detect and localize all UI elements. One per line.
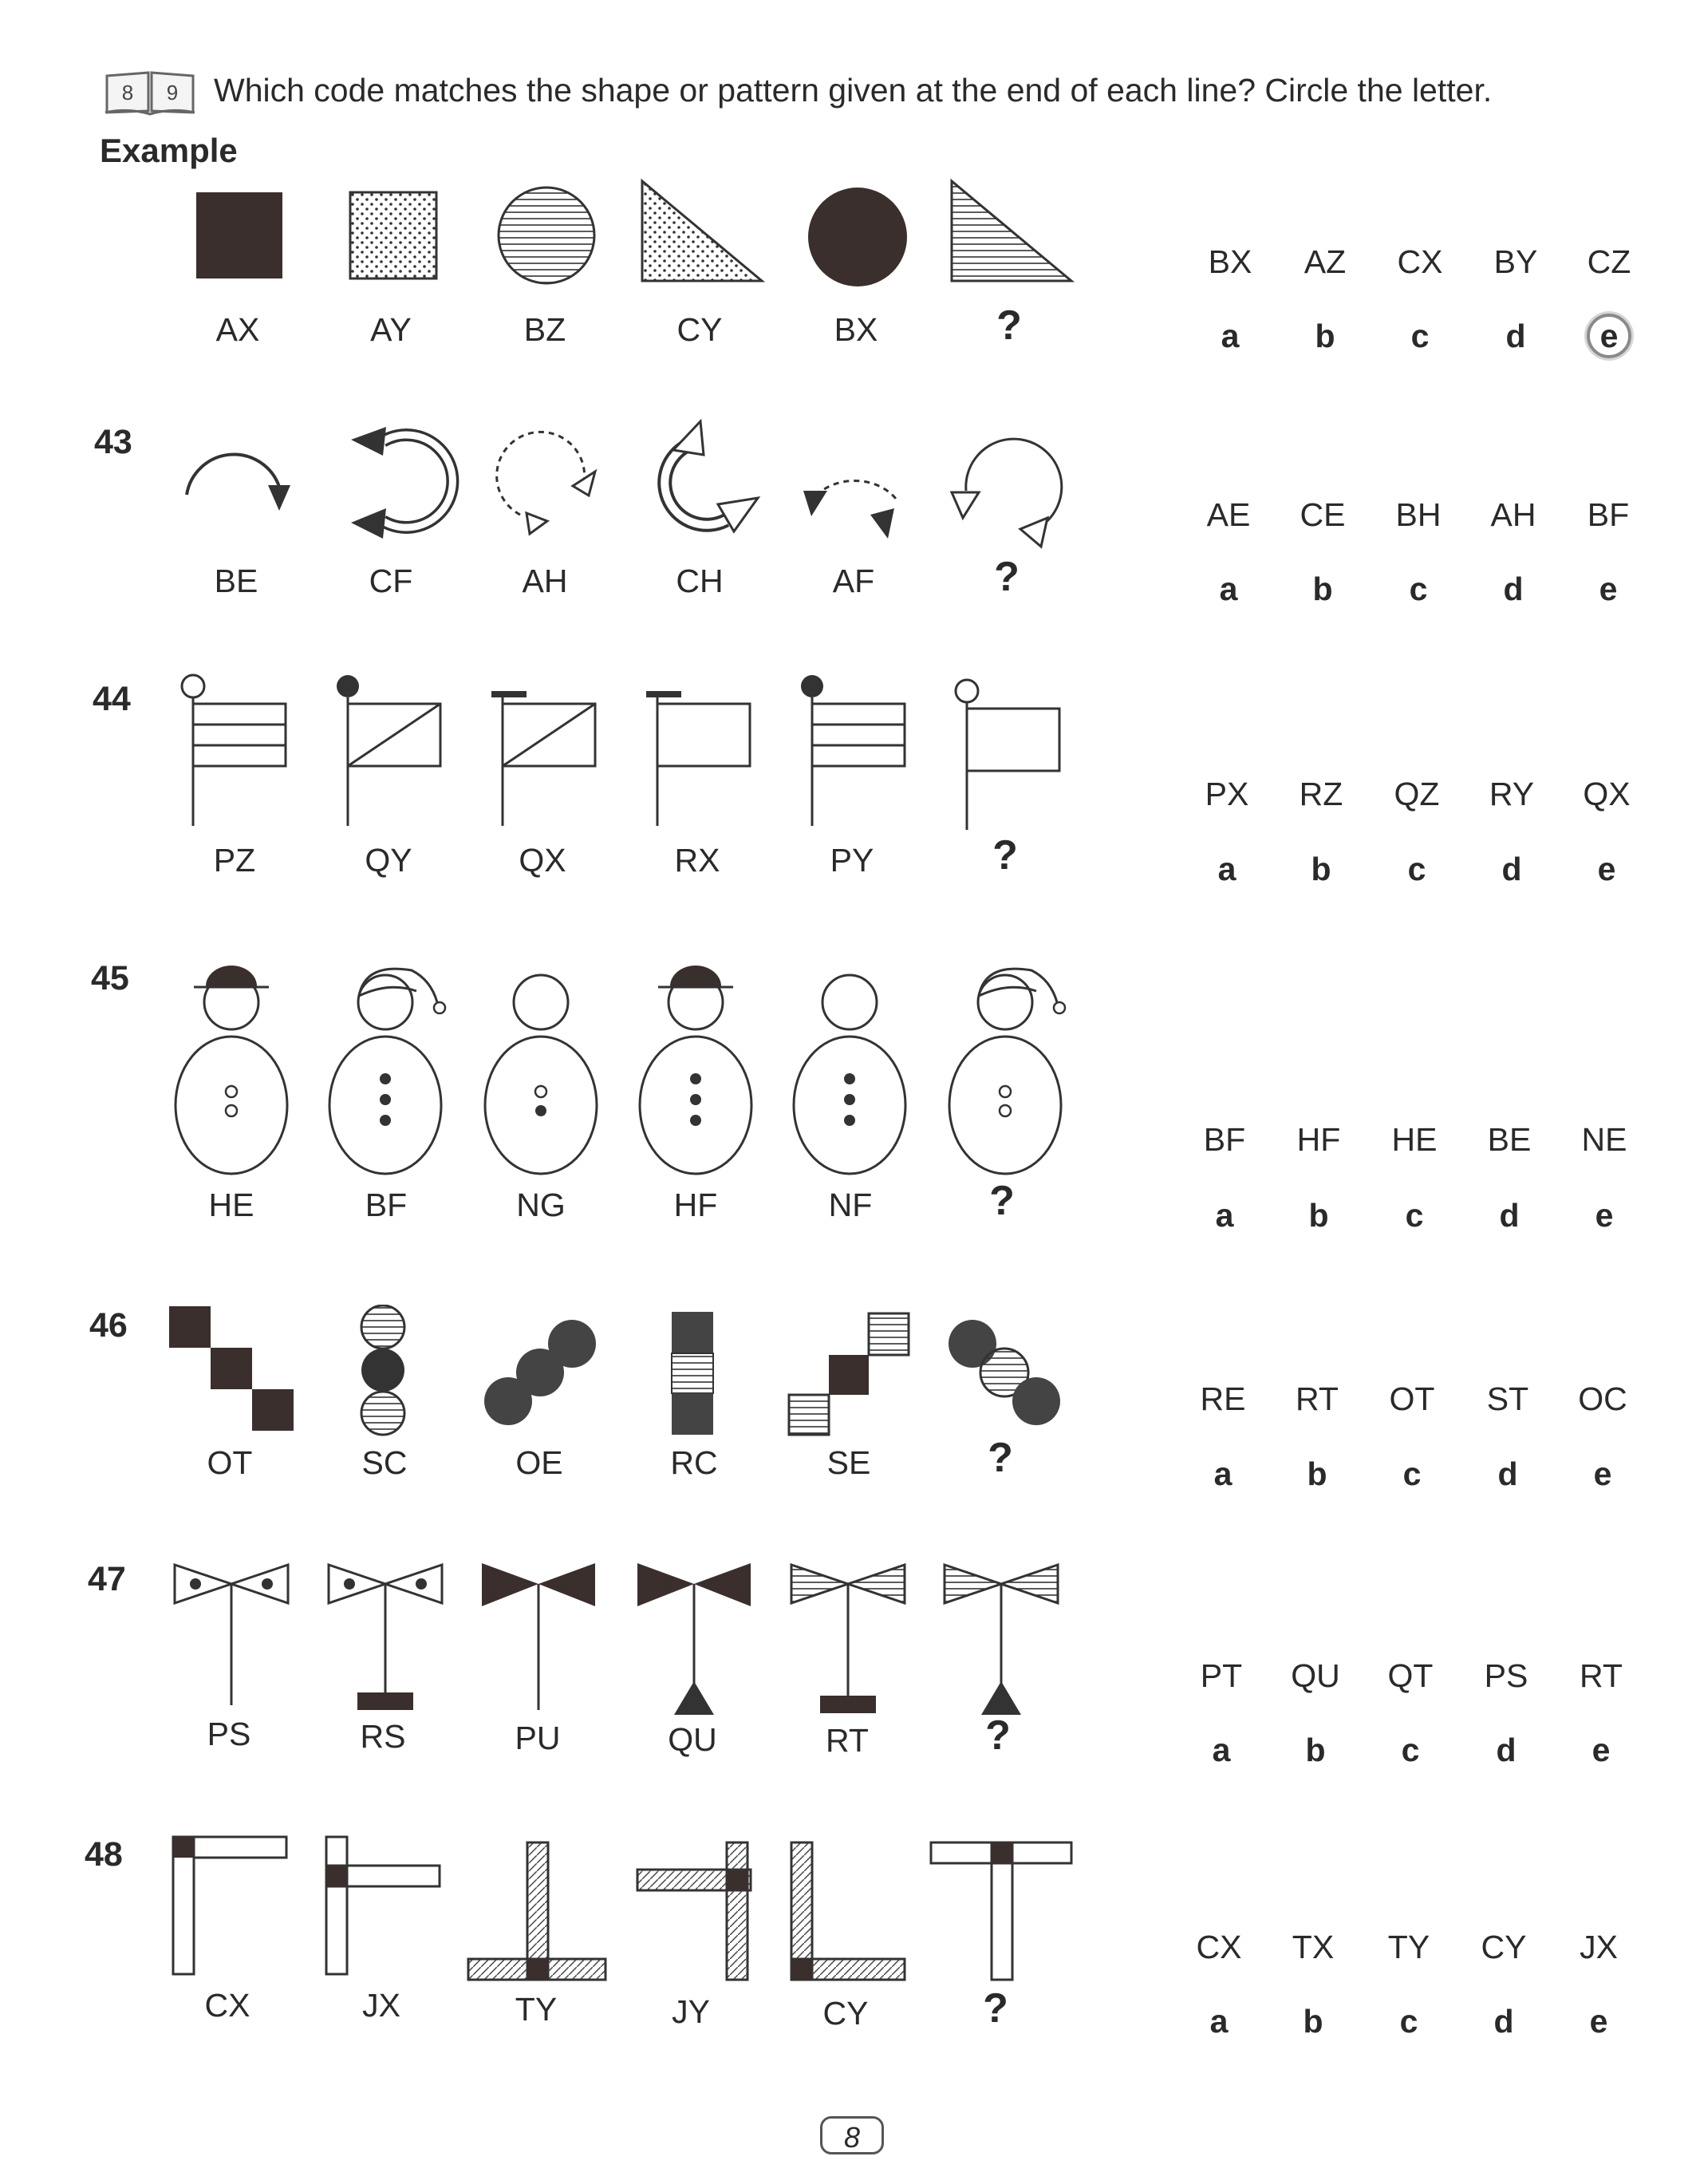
q44-code-1: PZ [213, 842, 256, 879]
q44-option-b: RZ [1299, 776, 1343, 812]
q48-letter-c[interactable]: c [1399, 2003, 1418, 2040]
bars-figure-jx [323, 1834, 443, 1977]
snowman-figure-hf [636, 958, 755, 1181]
q43-code-3: AH [522, 563, 568, 599]
q45-code-2: BF [365, 1187, 408, 1223]
example-code-1: AX [215, 311, 260, 348]
q43-option-e: BF [1587, 496, 1630, 533]
black-circle-figure [806, 185, 909, 289]
q45-letter-b[interactable]: b [1308, 1197, 1329, 1234]
q48-letter-d[interactable]: d [1493, 2003, 1514, 2040]
squares-figure-ot [168, 1305, 295, 1432]
striped-triangle-figure [948, 177, 1075, 285]
snowman-figure-bf [325, 958, 453, 1181]
example-letter-c[interactable]: c [1410, 318, 1430, 354]
q43-option-b: CE [1300, 496, 1346, 533]
example-option-b: AZ [1304, 243, 1347, 280]
q48-letter-b[interactable]: b [1303, 2003, 1323, 2040]
q47-letter-d[interactable]: d [1496, 1732, 1517, 1768]
q43-code-4: CH [676, 563, 724, 599]
q45-code-5: NF [828, 1187, 873, 1223]
q43-question-mark: ? [994, 554, 1020, 600]
q45-letter-d[interactable]: d [1499, 1197, 1520, 1234]
question-number-43: 43 [94, 423, 132, 461]
circles-figure-sc [355, 1305, 411, 1436]
example-code-4: CY [676, 311, 723, 348]
q47-letter-b[interactable]: b [1305, 1732, 1326, 1768]
q43-code-1: BE [214, 563, 258, 599]
arrow-figure-ah [495, 427, 614, 539]
book-page-left: 8 [121, 81, 134, 105]
q47-option-d: PS [1484, 1657, 1528, 1694]
flag-figure-py [795, 670, 914, 830]
q48-option-b: TX [1292, 1929, 1335, 1965]
question-number-44: 44 [93, 680, 131, 718]
example-option-a: BX [1208, 243, 1252, 280]
q43-letter-b[interactable]: b [1312, 571, 1333, 607]
q43-code-2: CF [369, 563, 413, 599]
squares-figure-rc [669, 1309, 716, 1436]
flag-figure-qx [485, 670, 605, 830]
question-number-48: 48 [85, 1835, 123, 1874]
q45-letter-a[interactable]: a [1215, 1197, 1234, 1234]
page-number: 8 [820, 2116, 884, 2154]
q46-code-1: OT [207, 1444, 253, 1481]
q43-option-a: AE [1206, 496, 1251, 533]
q47-code-1: PS [207, 1716, 251, 1752]
squares-figure-se [786, 1309, 913, 1436]
flag-figure-qy [330, 670, 450, 830]
example-option-d: BY [1493, 243, 1538, 280]
q48-option-d: CY [1481, 1929, 1527, 1965]
q46-code-4: RC [670, 1444, 718, 1481]
q44-option-d: RY [1489, 776, 1535, 812]
question-number-47: 47 [88, 1560, 126, 1598]
flag-figure-question [949, 670, 1069, 830]
q48-option-e: JX [1580, 1929, 1618, 1965]
q44-option-a: PX [1205, 776, 1249, 812]
bowtie-figure-question [941, 1560, 1061, 1716]
black-square-figure [191, 188, 287, 283]
q45-option-a: BF [1203, 1121, 1246, 1158]
q48-code-1: CX [204, 1987, 250, 2024]
example-code-5: BX [834, 311, 878, 348]
arrow-figure-af [794, 435, 913, 547]
q47-code-2: RS [360, 1718, 406, 1755]
bars-figure-cx [170, 1834, 290, 1977]
example-letter-d[interactable]: d [1505, 318, 1526, 354]
q44-letter-b[interactable]: b [1311, 851, 1331, 887]
q45-letter-c[interactable]: c [1405, 1197, 1424, 1234]
q48-code-5: CY [822, 1995, 869, 2032]
q48-code-4: JY [672, 1993, 710, 2030]
q44-option-e: QX [1583, 776, 1631, 812]
q48-code-2: JX [362, 1987, 400, 2024]
q44-code-4: RX [674, 842, 720, 879]
q45-option-b: HF [1296, 1121, 1341, 1158]
q46-code-2: SC [361, 1444, 408, 1481]
striped-circle-figure [495, 184, 598, 287]
q45-option-d: BE [1487, 1121, 1532, 1158]
q46-option-b: RT [1296, 1380, 1339, 1417]
q43-option-d: AH [1490, 496, 1536, 533]
q44-letter-d[interactable]: d [1501, 851, 1522, 887]
q46-option-d: ST [1486, 1380, 1529, 1417]
bowtie-figure-ps [172, 1560, 291, 1708]
bars-figure-jy [634, 1839, 754, 1983]
q43-letter-c[interactable]: c [1409, 571, 1428, 607]
q45-option-e: NE [1581, 1121, 1627, 1158]
snowman-figure-he [172, 958, 291, 1181]
book-page-right: 9 [166, 81, 179, 105]
q47-option-c: QT [1387, 1657, 1434, 1694]
bars-figure-ty [465, 1839, 609, 1983]
q43-option-c: BH [1395, 496, 1442, 533]
q47-letter-a[interactable]: a [1212, 1732, 1231, 1768]
q48-option-c: TY [1387, 1929, 1430, 1965]
arrow-figure-question [945, 435, 1065, 551]
example-code-2: AY [370, 311, 412, 348]
example-heading: Example [100, 132, 238, 169]
q43-code-5: AF [832, 563, 875, 599]
bars-figure-question [928, 1839, 1075, 1983]
q46-option-a: RE [1200, 1380, 1246, 1417]
dotted-triangle-figure [638, 177, 766, 285]
q44-option-c: QZ [1394, 776, 1440, 812]
q45-letter-e[interactable]: e [1595, 1197, 1614, 1234]
bars-figure-cy [788, 1839, 908, 1983]
q45-code-3: NG [516, 1187, 566, 1223]
snowman-figure-ng [481, 958, 601, 1181]
q44-letter-c[interactable]: c [1407, 851, 1426, 887]
arrow-figure-cf [335, 419, 463, 547]
bowtie-figure-qu [634, 1560, 754, 1716]
q46-code-3: OE [515, 1444, 563, 1481]
q45-option-c: HE [1391, 1121, 1438, 1158]
q46-question-mark: ? [988, 1435, 1013, 1481]
example-letter-a[interactable]: a [1221, 318, 1240, 354]
q47-code-5: RT [826, 1722, 869, 1759]
q46-letter-a[interactable]: a [1213, 1455, 1233, 1492]
q44-code-2: QY [365, 842, 412, 879]
q44-letter-a[interactable]: a [1217, 851, 1237, 887]
q47-option-a: PT [1200, 1657, 1243, 1694]
q44-code-5: PY [830, 842, 874, 879]
example-option-e: CZ [1587, 243, 1631, 280]
q48-option-a: CX [1196, 1929, 1242, 1965]
q46-option-e: OC [1578, 1380, 1627, 1417]
example-question-mark: ? [996, 302, 1022, 349]
q44-code-3: QX [519, 842, 566, 879]
bowtie-figure-rs [325, 1560, 445, 1712]
instruction-text: Which code matches the shape or pattern given at the end of each line? Circle the letter. [214, 72, 1493, 109]
q47-code-4: QU [668, 1721, 717, 1758]
q46-letter-d[interactable]: d [1497, 1455, 1518, 1492]
arrow-figure-be [177, 431, 305, 527]
example-option-c: CX [1397, 243, 1443, 280]
q44-question-mark: ? [992, 832, 1018, 879]
question-number-45: 45 [91, 959, 129, 997]
dotted-square-figure [345, 188, 441, 283]
bowtie-figure-rt [788, 1560, 908, 1716]
circles-figure-question [945, 1317, 1065, 1428]
q43-letter-e[interactable]: e [1599, 571, 1618, 607]
example-letter-e-circled[interactable]: e [1587, 314, 1631, 358]
q47-code-3: PU [515, 1720, 561, 1756]
q48-code-3: TY [515, 1991, 558, 2028]
q43-letter-a[interactable]: a [1219, 571, 1238, 607]
flag-figure-pz [176, 670, 295, 830]
q48-letter-a[interactable]: a [1209, 2003, 1229, 2040]
arrow-figure-ch [638, 415, 766, 543]
q47-option-e: RT [1580, 1657, 1623, 1694]
question-number-46: 46 [89, 1306, 128, 1345]
q45-code-4: HF [673, 1187, 718, 1223]
q45-code-1: HE [208, 1187, 254, 1223]
circles-figure-oe [483, 1317, 602, 1428]
flag-figure-rx [640, 670, 759, 830]
q46-letter-b[interactable]: b [1307, 1455, 1327, 1492]
bowtie-figure-pu [479, 1560, 598, 1712]
q47-letter-c[interactable]: c [1401, 1732, 1420, 1768]
q46-letter-c[interactable]: c [1402, 1455, 1422, 1492]
q47-option-b: QU [1291, 1657, 1340, 1694]
q48-letter-e[interactable]: e [1589, 2003, 1608, 2040]
q46-code-5: SE [826, 1444, 871, 1481]
q47-letter-e[interactable]: e [1591, 1732, 1611, 1768]
example-code-3: BZ [523, 311, 566, 348]
q46-option-c: OT [1389, 1380, 1435, 1417]
open-book-icon [104, 66, 196, 116]
q43-letter-d[interactable]: d [1503, 571, 1524, 607]
q46-letter-e[interactable]: e [1593, 1455, 1612, 1492]
q48-question-mark: ? [983, 1985, 1008, 2032]
snowman-figure-nf [790, 958, 909, 1181]
q45-question-mark: ? [989, 1178, 1015, 1224]
snowman-figure-question [945, 958, 1073, 1181]
q47-question-mark: ? [985, 1712, 1011, 1759]
example-letter-b[interactable]: b [1315, 318, 1335, 354]
q44-letter-e[interactable]: e [1597, 851, 1616, 887]
